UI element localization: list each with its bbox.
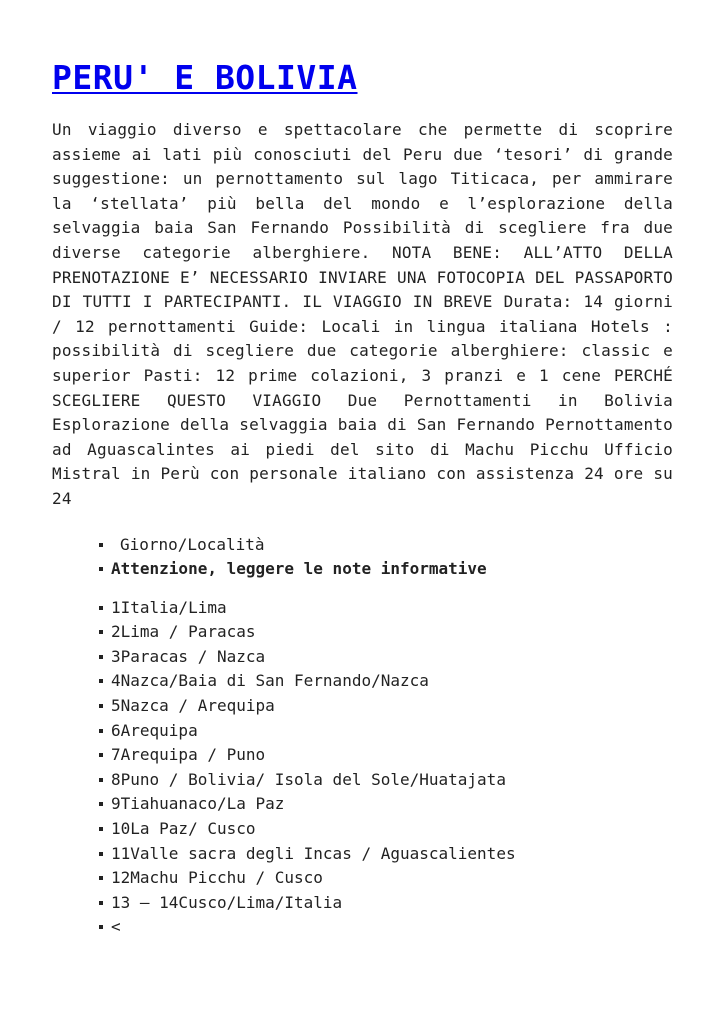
column-header-day-location: Giorno/Località [120, 534, 265, 554]
day-entry: 1Italia/Lima [111, 597, 227, 617]
itinerary-header-list [99, 533, 673, 582]
list-item [99, 669, 673, 694]
title-link[interactable]: PERU' E BOLIVIA [52, 58, 358, 97]
day-entry: 11Valle sacra degli Incas / Aguascalientes [111, 843, 516, 863]
day-entry: 13 – 14Cusco/Lima/Italia [111, 892, 343, 912]
notice-label: Attenzione, leggere le note informative [111, 559, 487, 579]
list-item [99, 817, 673, 842]
day-entry: 8Puno / Bolivia/ Isola del Sole/Huatajata [111, 769, 506, 789]
bullet-icon [99, 704, 103, 708]
bullet-icon [99, 567, 103, 571]
list-item [99, 596, 673, 621]
article [52, 58, 673, 940]
list-item [99, 557, 673, 582]
bullet-icon [99, 630, 103, 634]
list-item [99, 792, 673, 817]
bullet-icon [99, 876, 103, 880]
day-entry: 3Paracas / Nazca [111, 646, 266, 666]
intro-paragraph: Un viaggio diverso e spettacolare che permette di scoprire assieme ai lati più conosciuti del Peru due ‘tesori’ di grande suggestione: un pernottamento sul lago Titicaca, per ammirare la ‘stellata’ più bella del mondo e l’esplorazione della selvaggia baia San Fernando Possibilità di scegliere fra due diverse categorie alberghiere. NOTA BENE: ALL’ATTO DELLA PRENOTAZIONE E’ NECESSARIO INVIARE UNA FOTOCOPIA DEL PASSAPORTO DI TUTTI I PARTECIPANTI. IL VIAGGIO IN BREVE Durata: 14 giorni / 12 pernottamenti Guide: Locali in lingua italiana Hotels : possibilità di scegliere due categorie alberghiere: classic e superior Pasti: 12 prime colazioni, 3 pranzi e 1 cene PERCHÉ SCEGLIERE QUESTO VIAGGIO Due Pernottamenti in Bolivia Esplorazione della selvaggia baia di San Fernando Pernottamento ad Aguascalintes ai piedi del sito di Machu Picchu Ufficio Mistral in Perù con personale italiano con assistenza 24 ore su 24 [52, 120, 673, 508]
list-item [99, 768, 673, 793]
bullet-icon [99, 655, 103, 659]
list-item [99, 719, 673, 744]
bullet-icon [99, 901, 103, 905]
bullet-icon [99, 925, 103, 929]
day-entry: 4Nazca/Baia di San Fernando/Nazca [111, 671, 429, 691]
bullet-icon [99, 778, 103, 782]
list-item [99, 645, 673, 670]
day-entry: 12Machu Picchu / Cusco [111, 868, 323, 888]
list-item [99, 694, 673, 719]
page-title [52, 58, 673, 98]
list-item [99, 620, 673, 645]
day-entry: 2Lima / Paracas [111, 622, 256, 642]
list-item [99, 866, 673, 891]
list-item [99, 891, 673, 916]
bullet-icon [99, 827, 103, 831]
bullet-icon [99, 852, 103, 856]
itinerary-days-list [99, 596, 673, 940]
list-item [99, 743, 673, 768]
bullet-icon [99, 753, 103, 757]
day-entry: < [111, 917, 121, 937]
bullet-icon [99, 543, 103, 547]
bullet-icon [99, 729, 103, 733]
bullet-icon [99, 606, 103, 610]
list-item [99, 533, 673, 558]
bullet-icon [99, 679, 103, 683]
day-entry: 6Arequipa [111, 720, 198, 740]
day-entry: 5Nazca / Arequipa [111, 696, 275, 716]
day-entry: 7Arequipa / Puno [111, 745, 266, 765]
list-item [99, 915, 673, 940]
day-entry: 9Tiahuanaco/La Paz [111, 794, 285, 814]
day-entry: 10La Paz/ Cusco [111, 819, 256, 839]
bullet-icon [99, 802, 103, 806]
list-item [99, 842, 673, 867]
